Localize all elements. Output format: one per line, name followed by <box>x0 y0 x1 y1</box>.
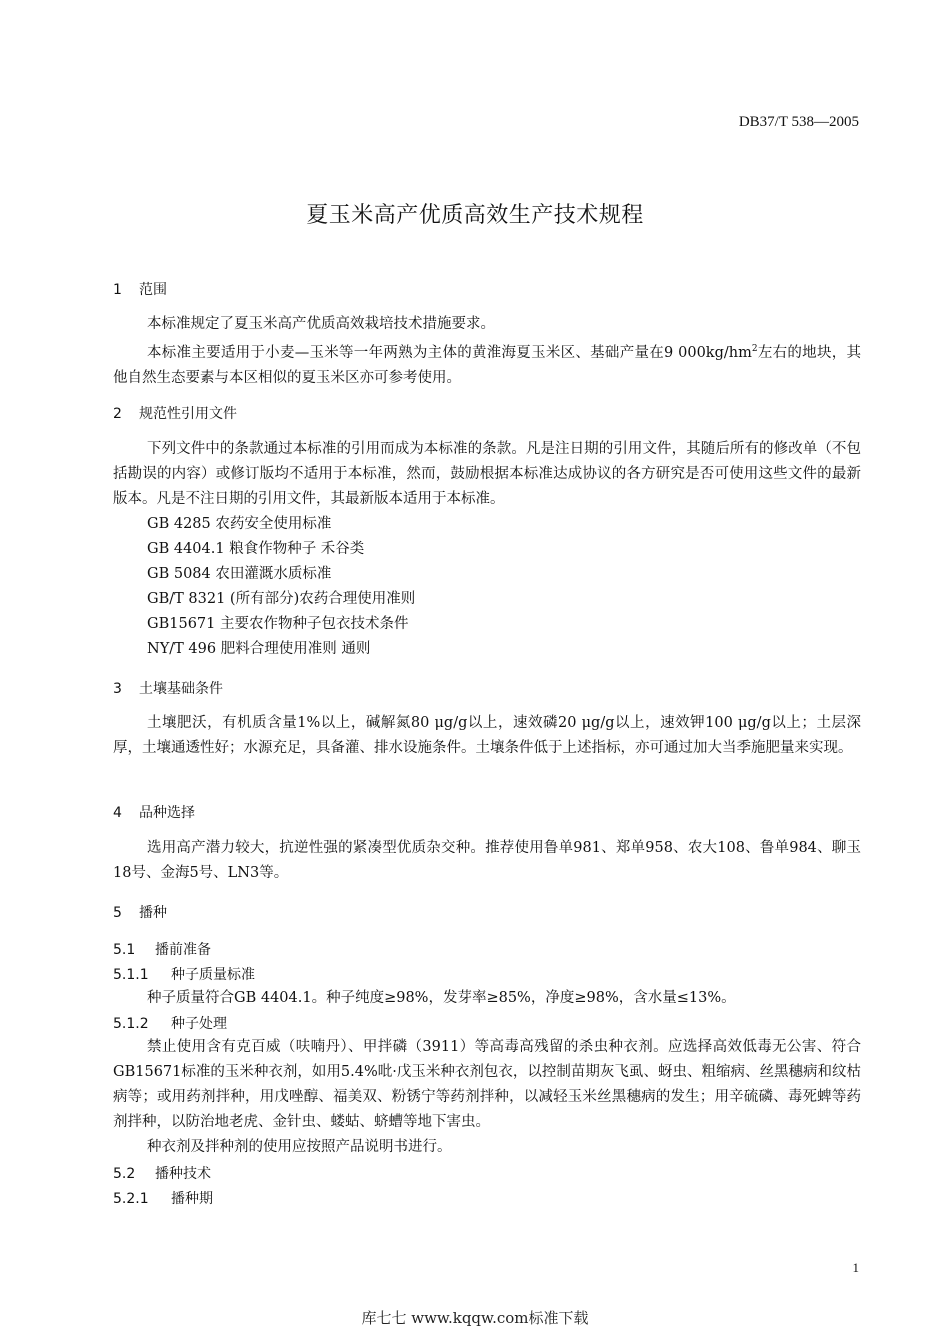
section-number: 5.1 <box>113 942 136 958</box>
section-number: 3 <box>113 681 122 697</box>
reference-item: NY/T 496 肥料合理使用准则 通则 <box>147 641 371 657</box>
section-number: 5.2 <box>113 1166 136 1182</box>
subsection-5-1-1-heading <box>113 964 255 984</box>
reference-item: GB15671 主要农作物种子包衣技术条件 <box>147 616 409 632</box>
section-title: 播种 <box>139 905 167 921</box>
section-title: 播种期 <box>171 1191 213 1207</box>
section-title: 品种选择 <box>139 805 195 821</box>
section-title: 范围 <box>139 282 167 298</box>
section-2-heading <box>113 403 237 423</box>
paragraph: 禁止使用含有克百威（呋喃丹）、甲拌磷（3911）等高毒高残留的杀虫种衣剂。应选择高效低毒无公害、符合GB15671标准的玉米种衣剂，如用5.4%吡·戊玉米种衣剂包衣，以控制苗期灰飞虱、蚜虫、粗缩病、丝黑穗病和纹枯病等；或用药剂拌种，用戊唑醇、福美双、粉锈宁等药剂拌种，以减轻玉米丝黑穗病的发生；用辛硫磷、毒死蜱等药剂拌种，以防治地老虎、金针虫、蝼蛄、蛴螬等地下害虫。 <box>113 1039 861 1130</box>
section-1-heading <box>113 279 167 299</box>
paragraph: 本标准主要适用于小麦—玉米等一年两熟为主体的黄淮海夏玉米区、基础产量在9 $000kg/hm^2$左右的地块，其他自然生态要素与本区相似的夏玉米区亦可参考使用。 <box>113 344 861 386</box>
section-title: 种子质量标准 <box>171 967 255 983</box>
standard-code: DB37/T 538—2005 <box>738 114 859 130</box>
section-title: 种子处理 <box>171 1016 227 1032</box>
reference-item: GB/T 8321 (所有部分)农药合理使用准则 <box>147 591 416 607</box>
section-3-heading <box>113 678 223 698</box>
section-number: 2 <box>113 406 122 422</box>
page-number: 1 <box>852 1260 859 1275</box>
section-number: 5.1.2 <box>113 1016 149 1032</box>
subsection-5-1-heading <box>113 939 211 959</box>
section-5-heading <box>113 902 167 922</box>
section-title: 规范性引用文件 <box>139 406 237 422</box>
subsection-5-2-1-heading <box>113 1188 213 1208</box>
subsection-5-1-2-heading <box>113 1013 227 1033</box>
reference-item: GB 4404.1 粮食作物种子 禾谷类 <box>147 541 365 557</box>
footer-watermark: 库七七 www.kqqw.com标准下载 <box>361 1309 589 1327</box>
section-number: 5.2.1 <box>113 1191 149 1207</box>
paragraph: 种衣剂及拌种剂的使用应按照产品说明书进行。 <box>147 1139 452 1155</box>
paragraph: 种子质量符合GB 4404.1。种子纯度≥98%，发芽率≥85%，净度≥98%，含水量≤13%。 <box>147 990 736 1006</box>
section-number: 5 <box>113 905 122 921</box>
reference-item: GB 5084 农田灌溉水质标准 <box>147 566 332 582</box>
paragraph: 本标准规定了夏玉米高产优质高效栽培技术措施要求。 <box>147 316 495 332</box>
paragraph: 选用高产潜力较大，抗逆性强的紧凑型优质杂交种。推荐使用鲁单981、郑单958、农大108、鲁单984、聊玉18号、金海5号、LN3等。 <box>113 840 861 881</box>
subsection-5-2-heading <box>113 1163 211 1183</box>
section-number: 4 <box>113 805 122 821</box>
paragraph: 土壤肥沃，有机质含量1%以上，碱解氮80 μg/g以上，速效磷20 μg/g以上，速效钾100 μg/g以上；土层深厚，土壤通透性好；水源充足，具备灌、排水设施条件。土壤条件低于上述指标，亦可通过加大当季施肥量来实现。 <box>113 715 861 756</box>
section-title: 播前准备 <box>155 942 211 958</box>
section-number: 1 <box>113 282 122 298</box>
reference-item: GB 4285 农药安全使用标准 <box>147 516 332 532</box>
paragraph: 下列文件中的条款通过本标准的引用而成为本标准的条款。凡是注日期的引用文件，其随后所有的修改单（不包括勘误的内容）或修订版均不适用于本标准，然而，鼓励根据本标准达成协议的各方研究是否可使用这些文件的最新版本。凡是不注日期的引用文件，其最新版本适用于本标准。 <box>113 441 861 507</box>
section-4-heading <box>113 802 195 822</box>
document-title: 夏玉米高产优质高效生产技术规程 <box>306 203 644 228</box>
section-number: 5.1.1 <box>113 967 149 983</box>
section-title: 播种技术 <box>155 1166 211 1182</box>
section-title: 土壤基础条件 <box>139 681 223 697</box>
